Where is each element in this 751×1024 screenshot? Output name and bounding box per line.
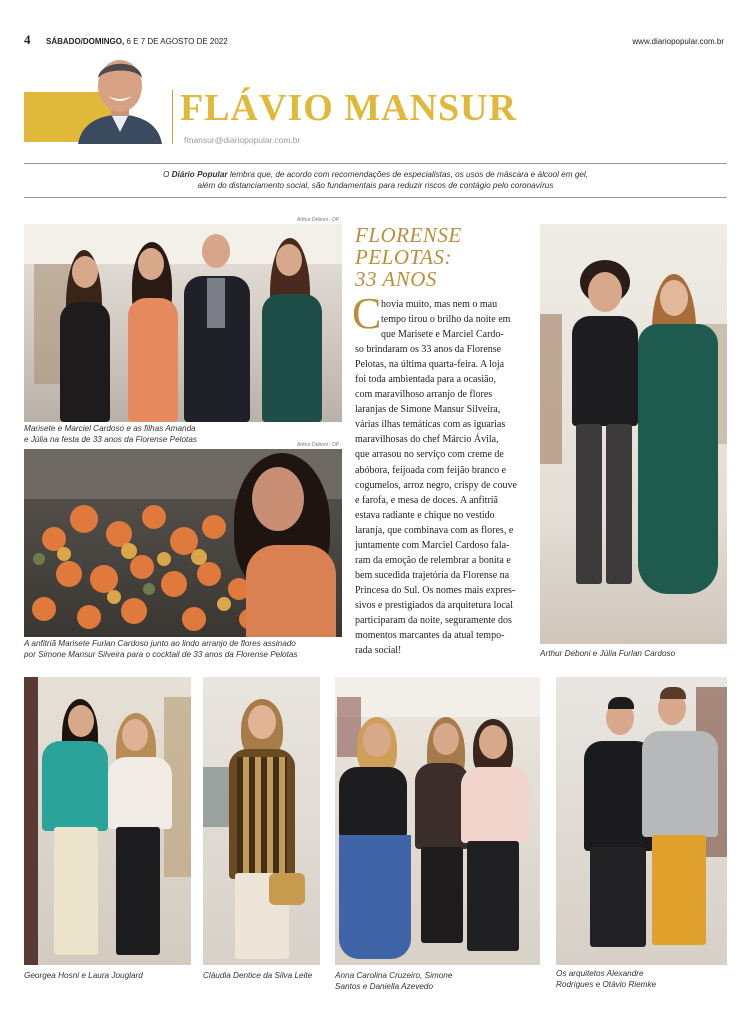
notice-text-2: além do distanciamento social, são fundamentais para reduzir riscos de contágio pelo coronavírus <box>197 181 554 190</box>
notice-top-rule <box>24 163 727 164</box>
notice-prefix: O <box>162 170 170 179</box>
photo-family <box>24 224 342 422</box>
article-line: momentos marcantes da atual tempo- <box>355 630 505 642</box>
article-title-line2: PELOTAS: <box>355 245 452 269</box>
caption-trio <box>335 971 452 992</box>
article-line: maravilhosas do chef Márcio Ávila, <box>355 434 499 446</box>
caption-architects-line2: Rodrigues e Otávio Riemke <box>556 979 657 989</box>
article-line: Pelotas, na última quarta-feira. A loja <box>355 359 505 371</box>
caption-trio-line1: Anna Carolina Cruzeiro, Simone <box>335 971 453 980</box>
notice-text-1: lembra que, de acordo com recomendações de especialistas, os usos de máscara e álcool em gel, <box>229 170 589 179</box>
article-line: estava radiante e chique no vestido <box>355 509 495 521</box>
article-body <box>355 297 537 658</box>
banner-divider <box>172 90 173 144</box>
notice-bottom-rule <box>24 197 727 198</box>
article-line: juntamente com Marciel Cardoso fala- <box>355 539 510 551</box>
article-line: laranjas de Simone Mansur Silveira, <box>355 404 501 416</box>
article-title-line3: 33 ANOS <box>355 267 437 291</box>
photo-credit: Arthur Deboni - DP <box>297 442 340 448</box>
photo-host-flowers <box>24 449 342 637</box>
photo-couple <box>540 224 727 644</box>
article-line: laranja, que combinava com as flores, e <box>355 524 514 536</box>
columnist-email[interactable]: fmansur@diariopopular.com.br <box>184 135 301 145</box>
edition-date-text: 6 E 7 DE AGOSTO DE 2022 <box>126 37 228 46</box>
caption-claudia: Cláudia Dentice da Silva Leite <box>203 971 313 980</box>
article-drop-cap: C <box>352 289 382 338</box>
article-line: hovia muito, mas nem o mau <box>381 299 498 310</box>
article-line: so brindaram os 33 anos da Florense <box>355 344 502 356</box>
article-line: ram da emoção de relembrar a bonita e <box>355 554 511 566</box>
health-notice-line1 <box>24 169 727 180</box>
health-notice <box>24 169 727 191</box>
article-title-line1: FLORENSE <box>355 223 462 247</box>
article-line: cogumelos, arroz negro, crispy de couve <box>355 479 517 491</box>
article-line: tempo tirou o brilho da noite em <box>381 314 511 326</box>
caption-family-line2: e Júlia na festa de 33 anos da Florense Pelotas <box>24 434 197 444</box>
article-line: que Marisete e Marciel Cardo- <box>381 329 504 341</box>
edition-day: SÁBADO/DOMINGO, <box>46 37 125 46</box>
photo-credit: Arthur Deboni - DP <box>297 217 340 223</box>
photo-architects <box>556 677 727 965</box>
notice-brand: Diário Popular <box>171 170 228 179</box>
caption-family-line1: Marisete e Marciel Cardoso e as filhas Amanda <box>24 424 196 433</box>
caption-host-line2: por Simone Mansur Silveira para o cocktail de 33 anos da Florense Pelotas <box>24 649 298 659</box>
caption-family <box>24 424 197 445</box>
article-line: participaram da noite, seguramente dos <box>355 614 512 626</box>
edition-date <box>46 37 228 46</box>
article-line: foi toda ambientada para a ocasião, <box>355 374 497 386</box>
columnist-portrait <box>70 52 170 144</box>
caption-georgea: Georgea Hosni e Laura Jouglard <box>24 971 143 980</box>
photo-claudia <box>203 677 320 965</box>
article-line: que arrasou no serviço com creme de <box>355 449 504 461</box>
article-line: abóbora, feijoada com feijão branco e <box>355 464 507 476</box>
article-line: e farofa, e mesa de doces. A anfitriã <box>355 494 498 506</box>
article-line: várias ilhas temáticas com as iguarias <box>355 419 506 431</box>
article-line: com maravilhoso arranjo de flores <box>355 389 493 401</box>
caption-couple: Arthur Deboni e Júlia Furlan Cardoso <box>540 649 676 658</box>
article-line: Princesa do Sul. Os nomes mais expres- <box>355 584 516 596</box>
article-line: bem sucedida trajetória da Florense na <box>355 569 510 581</box>
article-line: rada social! <box>355 645 402 657</box>
article-line: sivos e prestigiados da arquitetura local <box>355 599 514 611</box>
photo-trio <box>335 677 540 965</box>
website-link[interactable]: www.diariopopular.com.br <box>632 37 724 46</box>
page-number: 4 <box>24 32 31 47</box>
caption-architects <box>556 969 656 990</box>
article-title <box>355 224 462 290</box>
caption-architects-line1: Os arquitetos Alexandre <box>556 969 644 978</box>
caption-trio-line2: Santos e Daniella Azevedo <box>335 981 434 991</box>
caption-host-line1: A anfitriã Marisete Furlan Cardoso junto ao lindo arranjo de flores assinado <box>24 639 296 648</box>
photo-georgea-laura <box>24 677 191 965</box>
caption-host <box>24 639 298 660</box>
columnist-name: FLÁVIO MANSUR <box>180 87 518 129</box>
